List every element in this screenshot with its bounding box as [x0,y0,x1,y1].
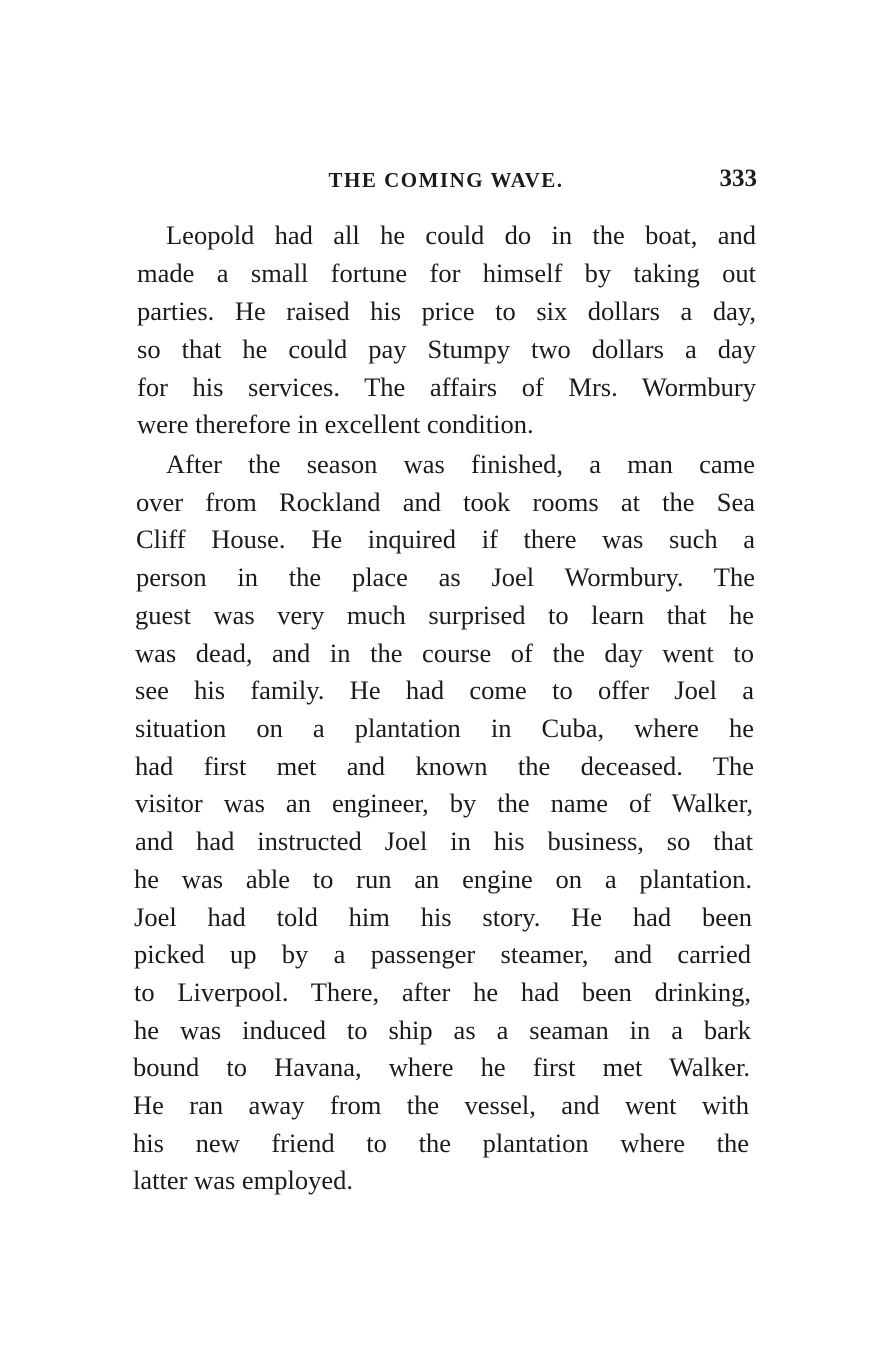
text-line: and had instructed Joel in his business, so that [135,826,753,856]
text-line: so that he could pay Stumpy two dollars a day [137,334,756,364]
text-line: he was able to run an engine on a plantation. [134,864,752,894]
text-line: see his family. He had come to offer Joel a [135,675,754,705]
text-line: to Liverpool. There, after he had been drinking, [134,977,751,1007]
text-line: for his services. The affairs of Mrs. Wormbury [137,372,756,402]
text-line: He ran away from the vessel, and went with [133,1090,749,1120]
text-line: picked up by a passenger steamer, and carried [134,939,751,969]
text-line: was dead, and in the course of the day went to [135,638,754,668]
text-line: made a small fortune for himself by taking out [137,258,756,288]
text-line: Cliff House. He inquired if there was such a [136,524,755,554]
text-line: were therefore in excellent condition. [137,409,534,439]
text-line: After the season was finished, a man came [166,449,755,479]
text-line: latter was employed. [133,1165,354,1195]
text-line: Joel had told him his story. He had been [134,902,752,932]
running-head [135,165,757,198]
text-line: Leopold had all he could do in the boat, and [166,220,756,250]
running-title: THE COMING WAVE. [328,168,564,192]
text-line: situation on a plantation in Cuba, where he [135,713,754,743]
text-line: parties. He raised his price to six dollars a day, [137,296,756,326]
text-line: he was induced to ship as a seaman in a bark [134,1015,751,1045]
text-line: bound to Havana, where he first met Walker. [133,1052,750,1082]
text-line: had first met and known the deceased. The [135,751,754,781]
text-line: over from Rockland and took rooms at the Sea [136,487,755,517]
text-line: guest was very much surprised to learn that he [135,600,754,630]
text-line: visitor was an engineer, by the name of Walker, [135,788,753,818]
text-line: person in the place as Joel Wormbury. The [136,562,755,592]
page-number: 333 [719,165,757,192]
text-line: his new friend to the plantation where the [133,1128,749,1158]
